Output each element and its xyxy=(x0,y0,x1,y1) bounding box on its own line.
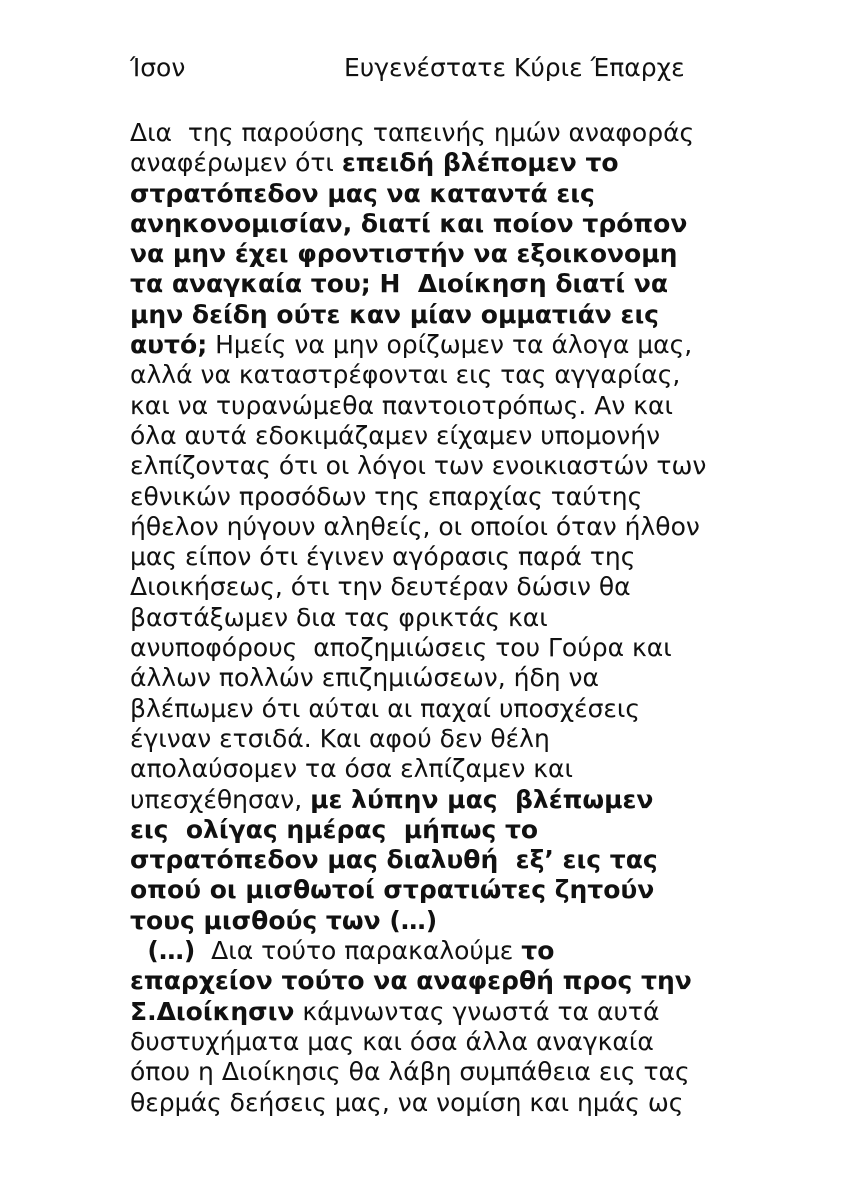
bold-text-segment: εις ολίγας ημέρας μήπως το xyxy=(130,814,539,844)
text-line xyxy=(130,1027,730,1057)
text-segment: υπεσχέθησαν, xyxy=(130,784,311,814)
text-line xyxy=(130,148,730,178)
text-segment: μας είπον ότι έγινεν αγόρασις παρά της xyxy=(130,542,636,572)
text-segment: όλα αυτά εδοκιμάζαμεν είχαμεν υπομονήν xyxy=(130,420,661,450)
text-segment: αλλά να καταστρέφονται εις τας αγγαρίας, xyxy=(130,360,681,390)
text-line xyxy=(130,482,730,512)
bold-text-segment: ανηκονομισίαν, διατί και ποίον τρόπον xyxy=(130,208,688,238)
bold-text-segment: το xyxy=(521,936,555,966)
text-line xyxy=(130,936,730,966)
bold-text-segment: (…) xyxy=(130,936,196,966)
letter-body xyxy=(130,118,730,1118)
bold-text-segment: να μην έχει φροντιστήν να εξοικονομη xyxy=(130,239,678,269)
text-segment: Διοικήσεως, ότι την δευτέραν δώσιν θα xyxy=(130,572,631,602)
text-line xyxy=(130,1057,730,1087)
text-line xyxy=(130,663,730,693)
text-line xyxy=(130,360,730,390)
bold-text-segment: στρατόπεδον μας να καταντά εις xyxy=(130,178,595,208)
text-line xyxy=(130,906,730,936)
bold-text-segment: επειδή βλέπομεν το xyxy=(341,148,619,178)
document-page xyxy=(130,50,730,1118)
salutation: Ευγενέστατε Κύριε Έπαρχε xyxy=(344,53,685,82)
text-line xyxy=(130,724,730,754)
text-line xyxy=(130,633,730,663)
text-segment: Ημείς να μην ορίζωμεν τα άλογα μας, xyxy=(207,330,693,360)
text-line xyxy=(130,542,730,572)
text-segment: ελπίζοντας ότι οι λόγοι των ενοικιαστών των xyxy=(130,451,707,481)
text-line xyxy=(130,239,730,269)
bold-text-segment: στρατόπεδον μας διαλυθή εξ’ εις τας xyxy=(130,845,658,875)
bold-text-segment: αυτό; xyxy=(130,330,208,360)
text-segment: βαστάξωμεν δια τας φρικτάς και xyxy=(130,602,548,632)
bold-text-segment: με λύπην μας βλέπωμεν xyxy=(310,784,654,814)
text-segment: Δια τούτο παρακαλούμε xyxy=(195,936,522,966)
text-line xyxy=(130,300,730,330)
bold-text-segment: Σ.Διοίκησιν xyxy=(130,996,295,1026)
bold-text-segment: οπού οι μισθωτοί στρατιώτες ζητούν xyxy=(130,875,655,905)
letter-header xyxy=(130,50,730,90)
text-line xyxy=(130,694,730,724)
text-segment: άλλων πολλών επιζημιώσεων, ήδη να xyxy=(130,663,599,693)
text-line xyxy=(130,1088,730,1118)
text-segment: ήθελον ηύγουν αληθείς, οι οποίοι όταν ήλθον xyxy=(130,511,700,541)
text-line xyxy=(130,421,730,451)
text-segment: αναφέρωμεν ότι xyxy=(130,148,342,178)
bold-text-segment: τα αναγκαία του; Η Διοίκηση διατί να xyxy=(130,269,669,299)
bold-text-segment: επαρχείον τούτο να αναφερθή προς την xyxy=(130,966,692,996)
text-segment: και να τυρανώμεθα παντοιοτρόπως. Αν και xyxy=(130,390,673,420)
bold-text-segment: τους μισθούς των (…) xyxy=(130,905,438,935)
text-line xyxy=(130,966,730,996)
text-segment: όπου η Διοίκησις θα λάβη συμπάθεια εις τας xyxy=(130,1057,690,1087)
text-line xyxy=(130,391,730,421)
text-line xyxy=(130,330,730,360)
text-segment: ανυποφόρους αποζημιώσεις του Γούρα και xyxy=(130,633,672,663)
text-segment: δυστυχήματα μας και όσα άλλα αναγκαία xyxy=(130,1026,654,1056)
text-line xyxy=(130,512,730,542)
text-line xyxy=(130,118,730,148)
header-left-text: Ίσον xyxy=(130,53,186,82)
text-line xyxy=(130,815,730,845)
text-line xyxy=(130,269,730,299)
text-segment: κάμνωντας γνωστά τα αυτά xyxy=(294,996,660,1026)
text-line xyxy=(130,572,730,602)
text-line xyxy=(130,997,730,1027)
text-line xyxy=(130,209,730,239)
text-line xyxy=(130,754,730,784)
text-line xyxy=(130,785,730,815)
text-segment: Δια της παρούσης ταπεινής ημών αναφοράς xyxy=(130,118,695,147)
text-segment: βλέπωμεν ότι αύται αι παχαί υποσχέσεις xyxy=(130,693,641,723)
text-segment: έγιναν ετσιδά. Και αφού δεν θέλη xyxy=(130,723,550,753)
text-line xyxy=(130,603,730,633)
text-line xyxy=(130,875,730,905)
text-line xyxy=(130,451,730,481)
text-line xyxy=(130,179,730,209)
text-segment: εθνικών προσόδων της επαρχίας ταύτης xyxy=(130,481,643,511)
bold-text-segment: μην δείδη ούτε καν μίαν ομματιάν εις xyxy=(130,299,660,329)
text-segment: απολαύσομεν τα όσα ελπίζαμεν και xyxy=(130,754,573,784)
text-line xyxy=(130,845,730,875)
text-segment: θερμάς δεήσεις μας, να νομίση και ημάς ως xyxy=(130,1087,684,1117)
